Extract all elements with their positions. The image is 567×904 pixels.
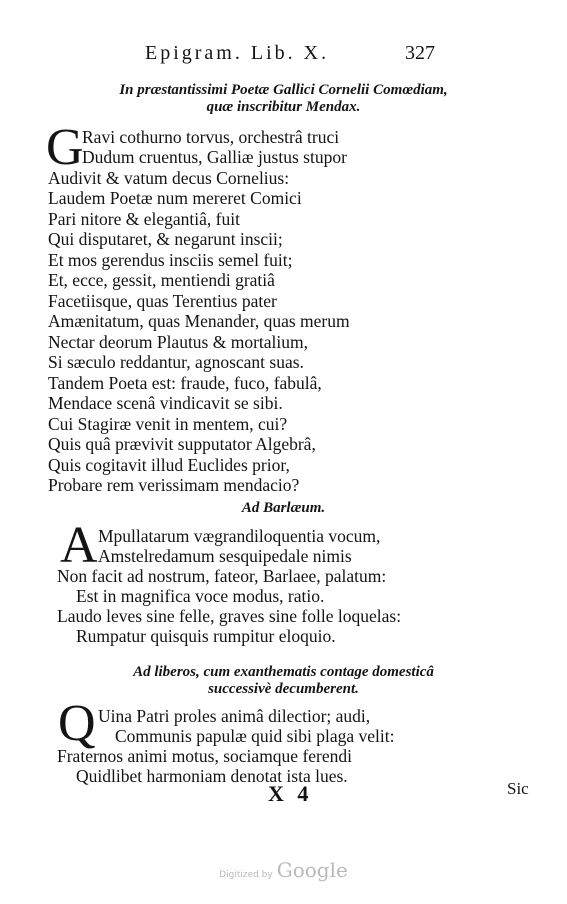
poem2-line: Laudo leves sine felle, graves sine folle loquelas: [57,606,402,626]
poem1-line: Mendace scenâ vindicavit se sibi. [48,393,283,413]
signature-mark: X 4 [268,781,313,806]
catchword: Sic [507,779,529,798]
poem1-line: Probare rem verissimam mendacio? [48,475,300,495]
poem2-line: Rumpatur quisquis rumpitur eloquio. [76,626,336,646]
poem1-line: Audivit & vatum decus Cornelius: [48,168,290,188]
poem1-line: Cui Stagiræ venit in mentem, cui? [48,414,288,434]
poem2-title: Ad Barlæum. [241,500,326,516]
poem1-line: Et, ecce, gessit, mentiendi gratiâ [48,270,275,290]
poem3-line: Quidlibet harmoniam denotat ista lues. [76,766,348,786]
poem1-line: Ravi cothurno torvus, orchestrâ truci [82,127,340,147]
poem1-line: Facetiisque, quas Terentius pater [48,291,277,311]
poem1-line: Pari nitore & elegantiâ, fuit [48,209,240,229]
poem3-line: Communis papulæ quid sibi plaga velit: [115,726,395,746]
poem3-title-line2: successivè decumberent. [208,681,359,697]
poem1-line: Qui disputaret, & negarunt inscii; [48,229,283,249]
poem1-dropcap: G [46,119,84,176]
page-number: 327 [405,42,435,64]
poem1-title-line2: quæ inscribitur Mendax. [206,99,361,115]
poem1-line: Et mos gerendus insciis semel fuit; [48,250,293,270]
poem1-line: Quis cogitavit illud Euclides prior, [48,455,290,475]
poem3-title-line1: Ad liberos, cum exanthematis contage domesticâ [133,664,434,680]
poem1-line: Nectar deorum Plautus & mortalium, [48,332,309,352]
poem2-dropcap: A [60,517,98,574]
poem1-line: Dudum cruentus, Galliæ justus stupor [82,147,347,167]
poem3-dropcap: Q [58,695,96,752]
google-logo: Google [276,858,348,882]
digitized-by-text: Digitized by [219,870,273,880]
digitized-watermark [0,858,567,882]
poem1-line: Si sæculo reddantur, agnoscant suas. [48,352,304,372]
poem1-line: Laudem Poetæ num mereret Comici [48,188,302,208]
poem2-line: Amstelredamum sesquipedale nimis [98,546,352,566]
poem1-line: Quis quâ prævivit supputator Algebrâ, [48,434,316,454]
poem1-line: Amænitatum, quas Menander, quas merum [48,311,350,331]
poem1-line: Tandem Poeta est: fraude, fuco, fabulâ, [48,373,322,393]
poem2-line: Mpullatarum vægrandiloquentia vocum, [98,526,381,546]
poem2-line: Est in magnifica voce modus, ratio. [76,586,325,606]
poem2-line: Non facit ad nostrum, fateor, Barlaee, palatum: [57,566,387,586]
running-head: Epigram. Lib. X. [145,42,330,64]
poem3-line: Fraternos animi motus, sociamque ferendi [57,746,352,766]
poem1-title-line1: In præstantissimi Poetæ Gallici Cornelii Comœdiam, [119,82,448,98]
poem3-line: Uina Patri proles animâ dilectior; audi, [98,706,371,726]
